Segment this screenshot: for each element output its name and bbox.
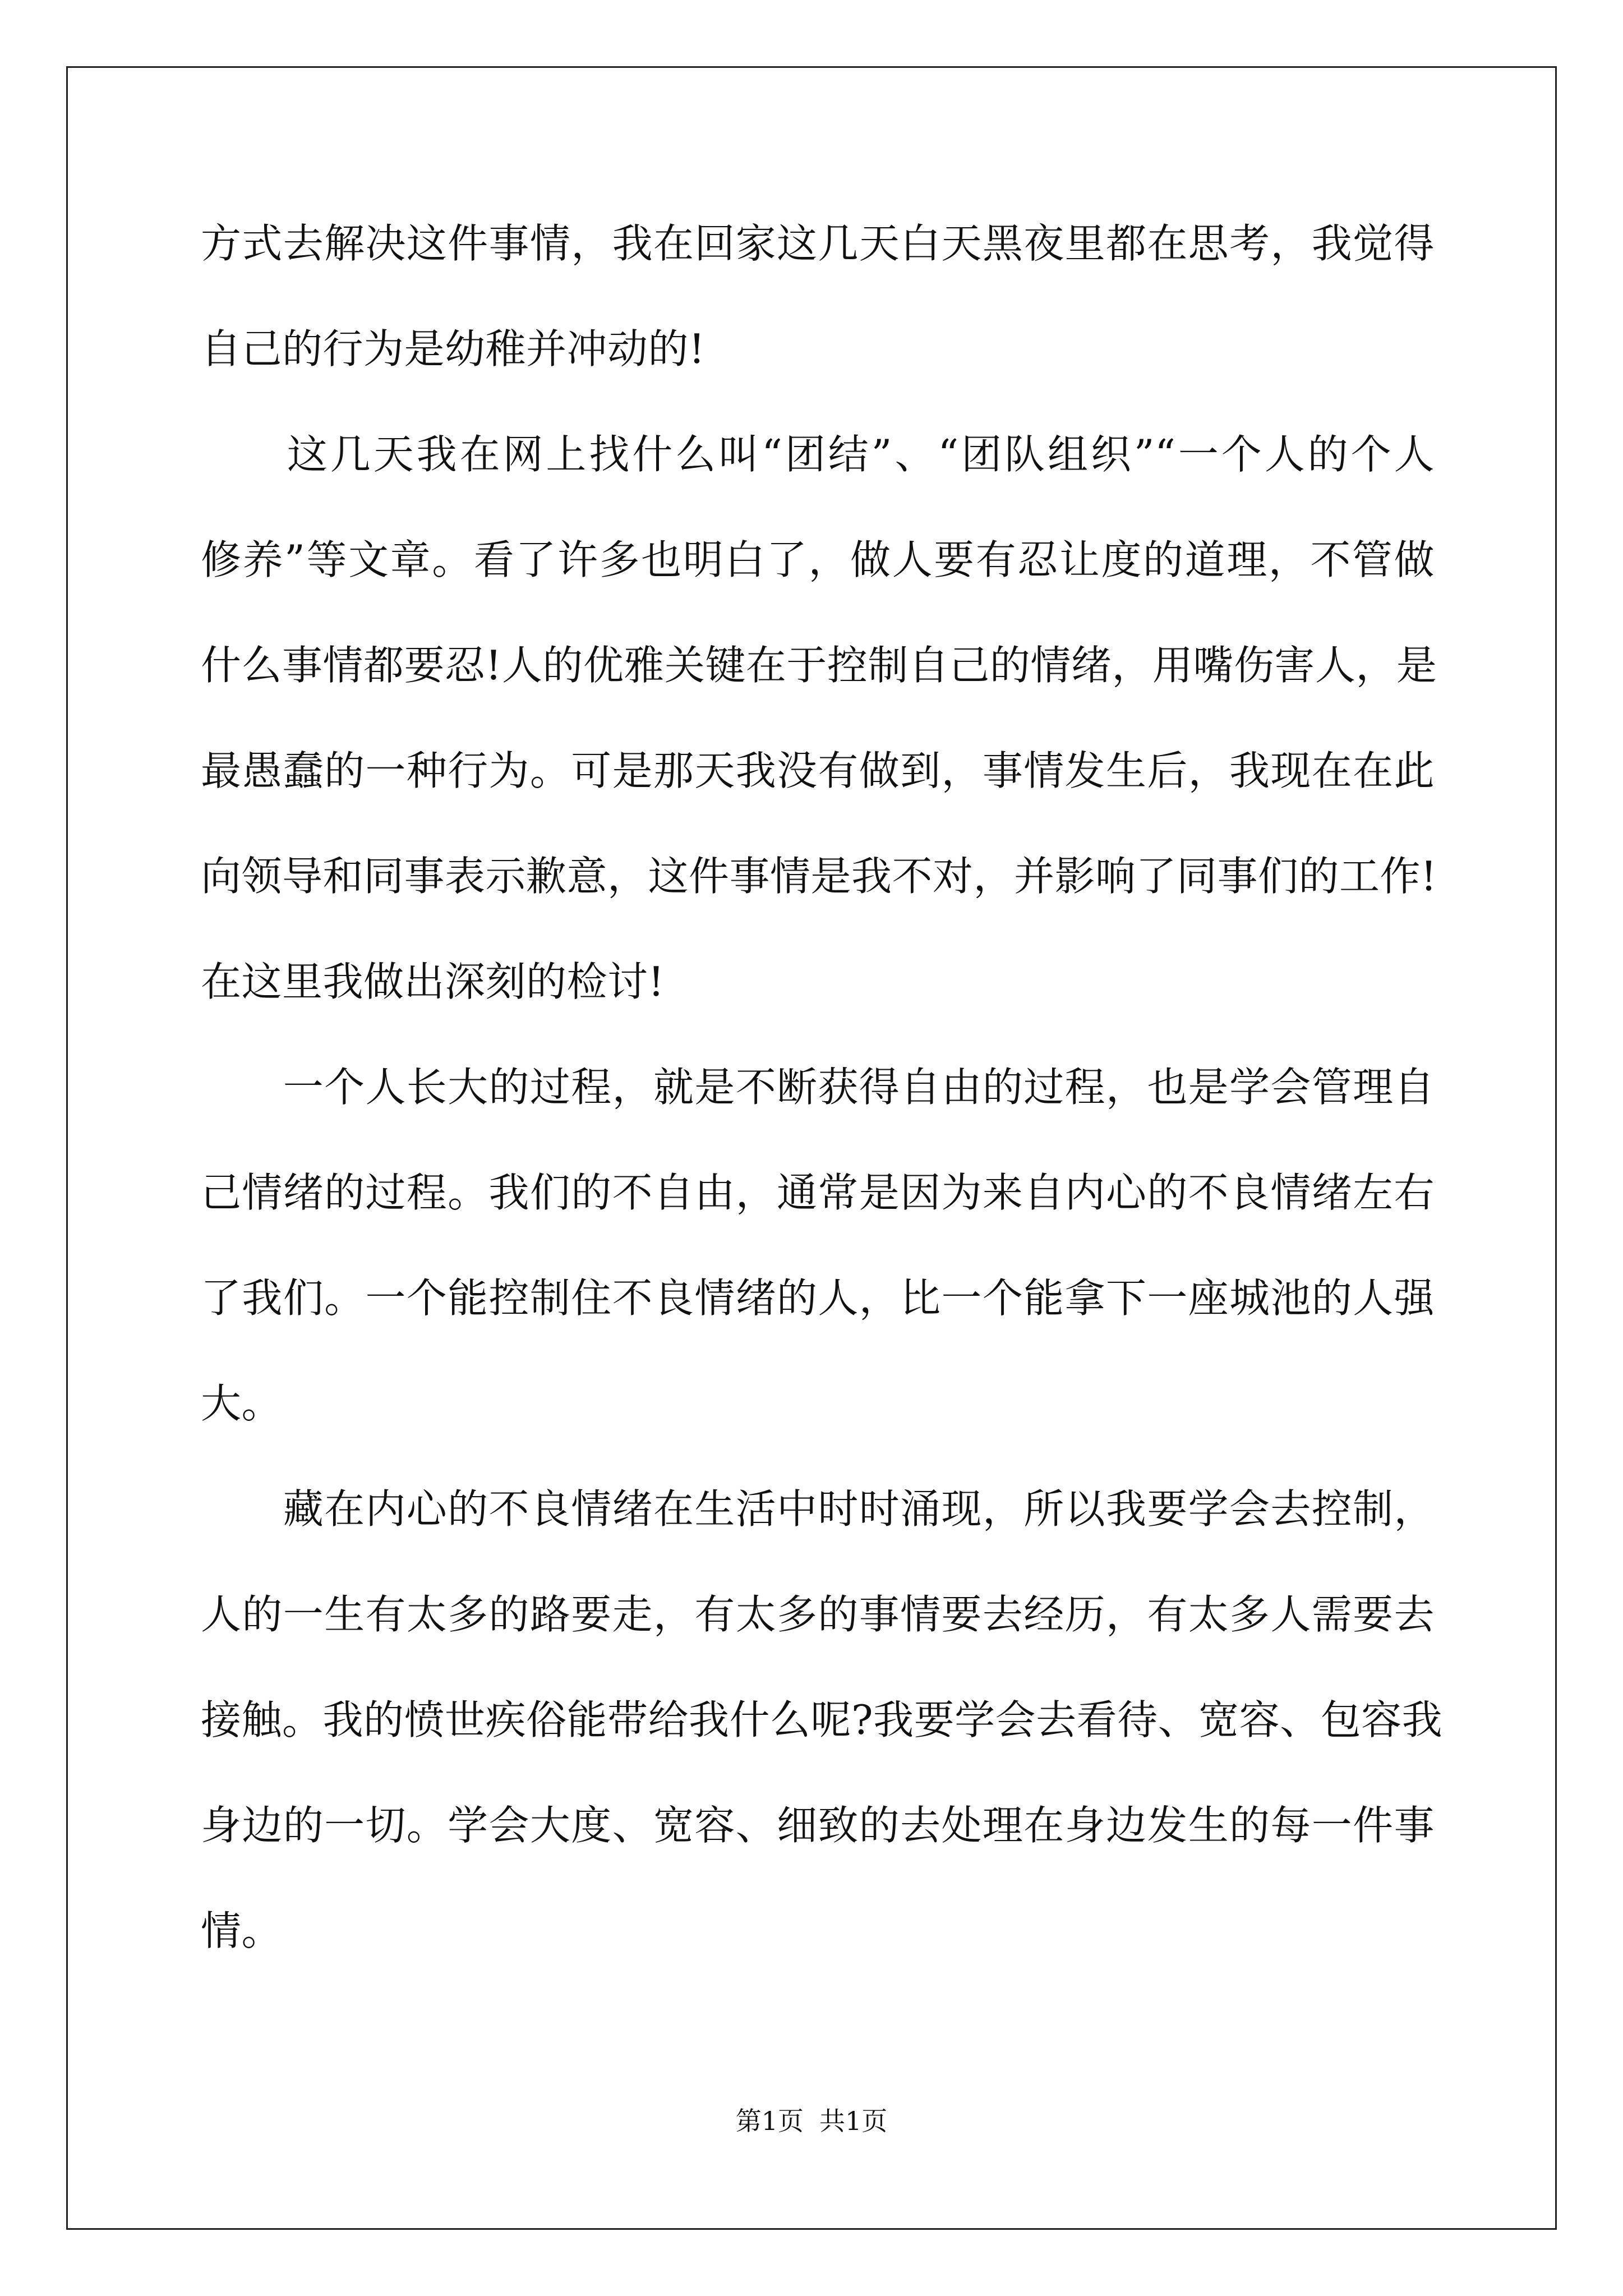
text-line: 身边的一切。学会大度、宽容、细致的去处理在身边发生的每一件事 bbox=[201, 1802, 1435, 1849]
text-line: 大。 bbox=[201, 1380, 283, 1427]
text-line: 方式去解决这件事情，我在回家这几天白天黑夜里都在思考，我觉得 bbox=[201, 220, 1435, 267]
text-line: 最愚蠢的一种行为。可是那天我没有做到，事情发生后，我现在在此 bbox=[201, 747, 1435, 794]
page-number: 第1页 bbox=[735, 2106, 804, 2136]
text-line: 在这里我做出深刻的检讨! bbox=[201, 958, 665, 1005]
page-footer bbox=[0, 2108, 1623, 2134]
text-line: 己情绪的过程。我们的不自由，通常是因为来自内心的不良情绪左右 bbox=[201, 1169, 1435, 1216]
text-line: 了我们。一个能控制住不良情绪的人，比一个能拿下一座城池的人强 bbox=[201, 1274, 1435, 1322]
text-line: 自己的行为是幼稚并冲动的! bbox=[201, 325, 706, 372]
text-line: 接触。我的愤世疾俗能带给我什么呢?我要学会去看待、宽容、包容我 bbox=[201, 1696, 1443, 1743]
text-line: 情。 bbox=[201, 1907, 283, 1954]
text-line: 修养”等文章。看了许多也明白了，做人要有忍让度的道理，不管做 bbox=[201, 536, 1435, 583]
text-line: 向领导和同事表示歉意，这件事情是我不对，并影响了同事们的工作! bbox=[201, 853, 1437, 900]
text-line: 什么事情都要忍!人的优雅关键在于控制自己的情绪，用嘴伤害人，是 bbox=[201, 642, 1437, 689]
text-line: 藏在内心的不良情绪在生活中时时涌现，所以我要学会去控制， bbox=[201, 1485, 1435, 1533]
text-line: 一个人长大的过程，就是不断获得自由的过程，也是学会管理自 bbox=[201, 1064, 1435, 1111]
page-total: 共1页 bbox=[819, 2106, 888, 2136]
text-line: 人的一生有太多的路要走，有太多的事情要去经历，有太多人需要去 bbox=[201, 1591, 1435, 1638]
text-line: 这几天我在网上找什么叫“团结”、“团队组织”“一个人的个人 bbox=[201, 431, 1435, 478]
document-body bbox=[201, 220, 1443, 2016]
